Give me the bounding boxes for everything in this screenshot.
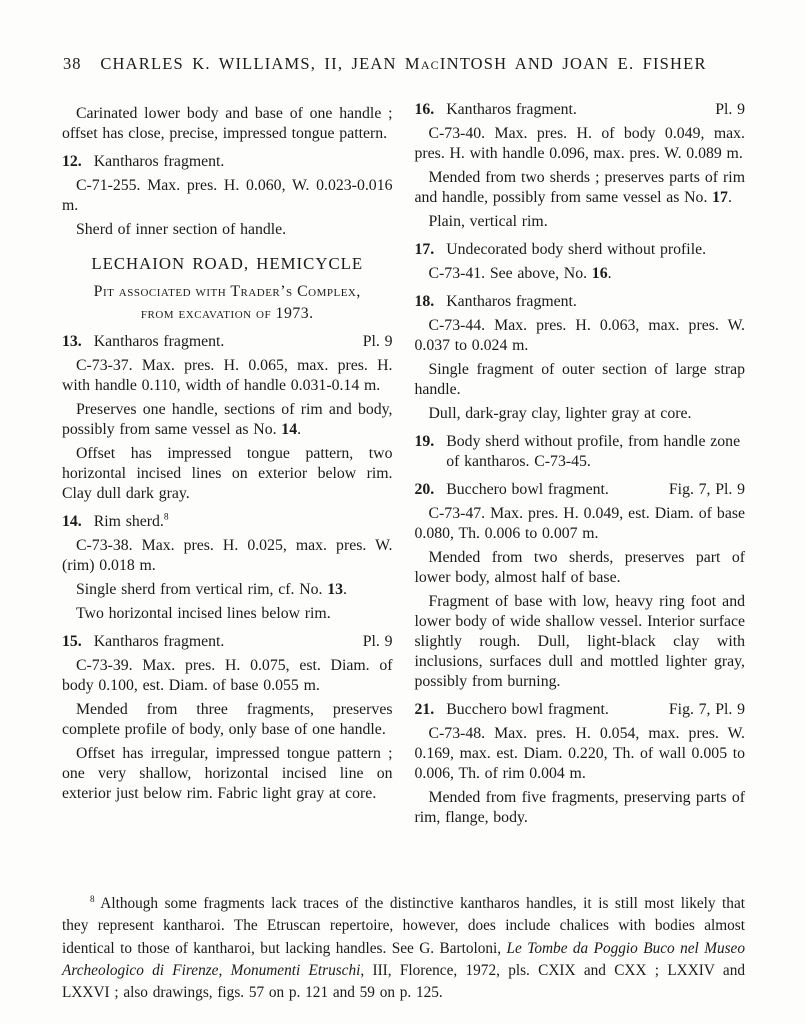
section-subheading xyxy=(62,281,393,324)
entry-heading xyxy=(62,632,393,652)
entry-number: 16. xyxy=(414,101,435,118)
entry-heading xyxy=(415,432,746,472)
entry-number: 12. xyxy=(62,153,82,170)
plate-reference: Pl. 9 xyxy=(715,101,745,118)
running-head-title xyxy=(62,54,745,74)
entry-number: 14. xyxy=(62,513,82,530)
entry-title: Kantharos fragment. xyxy=(93,333,225,350)
entry-paragraph: C-71-255. Max. pres. H. 0.060, W. 0.023-0.016 m. xyxy=(62,177,393,214)
running-head-title-pre: CHARLES K. WILLIAMS, II, JEAN M xyxy=(100,54,421,73)
plate-reference: Pl. 9 xyxy=(362,633,393,650)
entry-heading xyxy=(62,512,393,532)
page-number: 38 xyxy=(63,54,82,73)
entry-paragraph: Offset has impressed tongue pattern, two horizontal incised lines on exterior below rim. Clay dull dark gray. xyxy=(62,445,393,502)
entry-title: Bucchero bowl fragment. xyxy=(446,481,609,498)
catalog-entry-21 xyxy=(415,700,746,828)
entry-heading xyxy=(62,152,393,172)
entry-paragraph: Dull, dark-gray clay, lighter gray at core. xyxy=(428,405,692,422)
entry-paragraph: Two horizontal incised lines below rim. xyxy=(76,605,331,622)
entry-paragraph: Sherd of inner section of handle. xyxy=(76,221,287,238)
entry-heading xyxy=(415,240,746,260)
entry-paragraph: C-73-47. Max. pres. H. 0.049, est. Diam. of base 0.080, Th. 0.006 to 0.007 m. xyxy=(414,505,745,542)
entry-paragraph: C-73-44. Max. pres. H. 0.063, max. pres. W. 0.037 to 0.024 m. xyxy=(414,317,745,354)
entry-paragraph: Fragment of base with low, heavy ring foot and lower body of wide shallow vessel. Interior surface slightly rough. Dull, light-black clay with inclusions, surfaces dull and mottled lighter gray, possibly from burning. xyxy=(414,593,745,690)
entry-number: 13. xyxy=(62,333,82,350)
footnote-8: $^8$ Although some fragments lack traces of the distinctive kantharos handles, it is still most likely that they represent kantharoi. The Etruscan repertoire, however, does include chalices with bodies almost identical to those of kantharoi, but lacking handles. See G. Bartoloni, Le Tombe da Poggio Buco nel Museo Archeologico di Firenze, Monumenti Etruschi, III, Florence, 1972, pls. CXIX and CXX ; LXXIV and LXXVI ; also drawings, figs. 57 on p. 121 and 59 on p. 125. xyxy=(62,893,745,1002)
catalog-entry-17 xyxy=(415,240,746,284)
entry-heading xyxy=(415,700,746,720)
plate-reference: Pl. 9 xyxy=(362,333,393,350)
entry-paragraph: Mended from five fragments, preserving parts of rim, flange, body. xyxy=(414,789,745,826)
catalog-entry-18 xyxy=(415,292,746,424)
right-column xyxy=(415,100,746,828)
entry-title: Body sherd without profile, from handle zone of kantharos. C-73-45. xyxy=(446,433,741,470)
catalog-entry-12 xyxy=(62,152,393,240)
figure-plate-reference: Fig. 7, Pl. 9 xyxy=(668,701,745,718)
catalog-entry-14 xyxy=(62,512,393,624)
entry-heading xyxy=(415,292,746,312)
entry-paragraph: Mended from two sherds, preserves part of lower body, almost half of base. xyxy=(414,549,745,586)
entry-title: Kantharos fragment. xyxy=(93,153,225,170)
subheading-line-1: Pit associated with Trader’s Complex, xyxy=(93,283,361,300)
entry-heading xyxy=(415,480,746,500)
left-column xyxy=(62,100,393,828)
catalog-entry-15 xyxy=(62,632,393,804)
section-heading: LECHAION ROAD, HEMICYCLE xyxy=(91,254,364,273)
entry-paragraph: Single sherd from vertical rim, cf. No. 13. xyxy=(76,581,347,598)
catalog-entry-19 xyxy=(415,432,746,472)
entry-paragraph: Preserves one handle, sections of rim and body, possibly from same vessel as No. 14. xyxy=(62,401,393,438)
entry-paragraph: Single fragment of outer section of large strap handle. xyxy=(414,361,745,398)
entry-number: 20. xyxy=(414,481,435,498)
two-column-text xyxy=(62,100,745,828)
catalog-entry-20 xyxy=(415,480,746,692)
entry-paragraph: C-73-40. Max. pres. H. of body 0.049, max. pres. H. with handle 0.096, max. pres. W. 0.089 m. xyxy=(414,125,745,162)
entry-title: Rim sherd.$^8$ xyxy=(93,512,169,530)
entry-paragraph: C-73-48. Max. pres. H. 0.054, max. pres. W. 0.169, max. est. Diam. 0.220, Th. of wall 0.005 to 0.006, Th. of rim 0.004 m. xyxy=(414,725,745,782)
entry-number: 17. xyxy=(414,241,435,258)
entry-number: 19. xyxy=(414,433,435,450)
entry-paragraph: Offset has irregular, impressed tongue pattern ; one very shallow, horizontal incised line on exterior just below rim. Fabric light gray at core. xyxy=(62,745,393,802)
entry-title: Undecorated body sherd without profile. xyxy=(446,241,707,258)
catalog-entry-13 xyxy=(62,332,393,504)
entry-title: Kantharos fragment. xyxy=(446,293,577,310)
entry-heading xyxy=(62,332,393,352)
entry-number: 21. xyxy=(414,701,435,718)
entry-paragraph: Mended from two sherds ; preserves parts of rim and handle, possibly from same vessel as No. 17. xyxy=(414,169,745,206)
entry-paragraph: C-73-37. Max. pres. H. 0.065, max. pres. H. with handle 0.110, width of handle 0.031-0.14 m. xyxy=(62,357,393,394)
entry-paragraph: Plain, vertical rim. xyxy=(428,213,548,230)
continuation-paragraph: Carinated lower body and base of one handle ; offset has close, precise, impressed tongue pattern. xyxy=(62,105,393,142)
entry-number: 15. xyxy=(62,633,82,650)
entry-heading xyxy=(415,100,746,120)
entry-title: Kantharos fragment. xyxy=(93,633,225,650)
entry-number: 18. xyxy=(414,293,435,310)
running-head-title-smallcaps: ac xyxy=(420,54,440,73)
entry-paragraph: C-73-41. See above, No. 16. xyxy=(428,265,612,282)
entry-paragraph: Mended from three fragments, preserves complete profile of body, only base of one handle. xyxy=(62,701,393,738)
entry-title: Kantharos fragment. xyxy=(446,101,577,118)
running-head-title-post: INTOSH AND JOAN E. FISHER xyxy=(439,54,707,73)
entry-paragraph: C-73-39. Max. pres. H. 0.075, est. Diam. of body 0.100, est. Diam. of base 0.055 m. xyxy=(62,657,393,694)
entry-title: Bucchero bowl fragment. xyxy=(446,701,609,718)
entry-paragraph: C-73-38. Max. pres. H. 0.025, max. pres. W. (rim) 0.018 m. xyxy=(62,537,393,574)
running-head xyxy=(62,54,745,76)
catalog-entry-16 xyxy=(415,100,746,232)
subheading-line-2: from excavation of 1973. xyxy=(140,304,314,322)
figure-plate-reference: Fig. 7, Pl. 9 xyxy=(668,481,745,498)
